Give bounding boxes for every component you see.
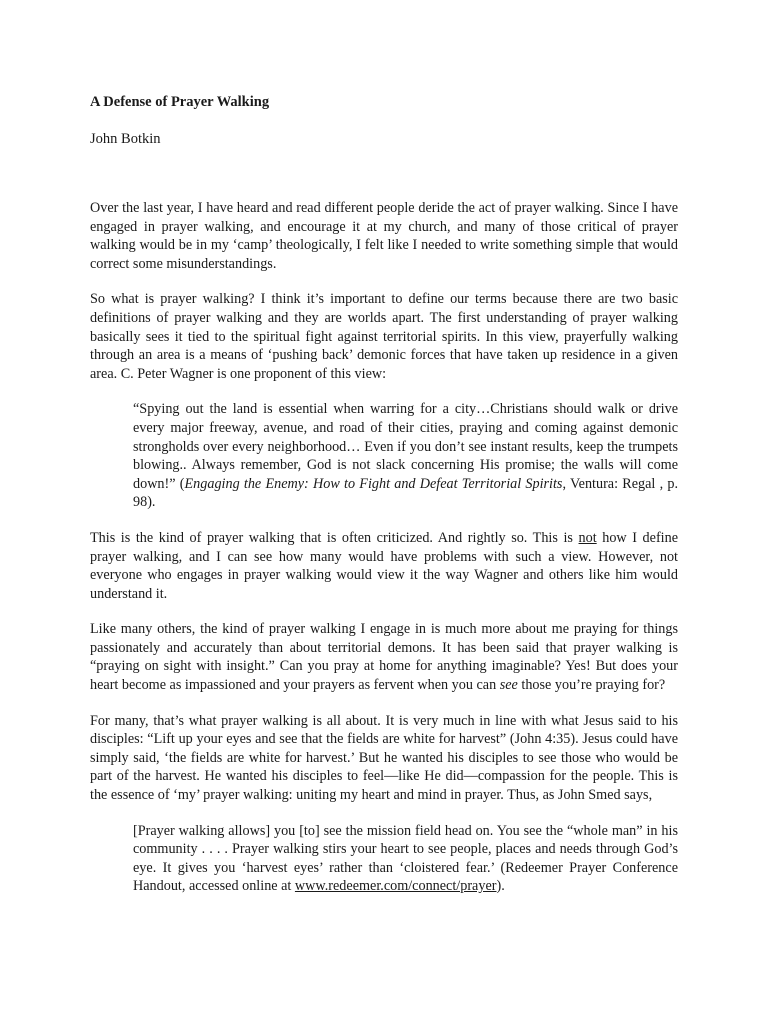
document-title: A Defense of Prayer Walking [90, 94, 270, 110]
redeemer-link[interactable]: www.redeemer.com/connect/prayer [294, 878, 497, 895]
wagner-quote-citation: , Ventura: Regal , p. 98). [133, 475, 678, 511]
document-body [90, 199, 678, 913]
paragraph-3-text-b: how I define prayer walking, and I can see how many would have problems with such a view. However, not everyone who engages in prayer walking would view it the way Wagner and others like him would understand it. [90, 529, 679, 602]
document-author: John Botkin [90, 131, 161, 147]
paragraph-3 [90, 529, 678, 603]
wagner-quote [133, 400, 678, 512]
smed-quote-text: [Prayer walking allows] you [to] see the mission field head on. You see the “whole man” in his community . . . . Prayer walking stirs your heart to see people, places and needs through God’s eye. It gives you ‘harvest eyes’ rather than ‘cloistered fear.’ (Redeemer Prayer Conference Handout, accessed online at [133, 822, 678, 895]
wagner-quote-book-title: Engaging the Enemy: How to Fight and Defeat Territorial Spirits [184, 475, 563, 492]
paragraph-2: So what is prayer walking? I think it’s important to define our terms because there are two basic definitions of prayer walking and they are worlds apart. The first understanding of prayer walking basically sees it tied to the spiritual fight against territorial spirits. In this view, prayerfully walking through an area is a means of ‘pushing back’ demonic forces that have taken up residence in a given area. C. Peter Wagner is one proponent of this view: [90, 291, 678, 382]
wagner-quote-text: “Spying out the land is essential when warring for a city…Christians should walk or drive every major freeway, avenue, and road of their cities, praying and coming against demonic strongholds over every neighborhood… Even if you don’t see instant results, keep the trumpets blowing.. Always remember, God is not slack concerning His promise; the walls will come down!” ( [133, 401, 678, 492]
paragraph-4 [90, 620, 678, 694]
paragraph-4-text-a: Like many others, the kind of prayer walking I engage in is much more about me praying for things passionately and accurately than about territorial demons. It has been said that prayer walking is “praying on sight with insight.” Can you pray at home for anything imaginable? Yes! But does your heart become as impassioned and your prayers as fervent when you can [90, 621, 678, 694]
smed-quote [133, 822, 678, 896]
paragraph-5: For many, that’s what prayer walking is all about. It is very much in line with what Jesus said to his disciples: “Lift up your eyes and see that the fields are white for harvest” (John 4:35). Jesus could have simply said, ‘the fields are white for harvest.’ But he wanted his disciples to see those who would be part of the harvest. He wanted his disciples to feel—like He did—compassion for the people. This is the essence of ‘my’ prayer walking: uniting my heart and mind in prayer. Thus, as John Smed says, [90, 712, 678, 804]
paragraph-3-text-a: This is the kind of prayer walking that is often criticized. And rightly so. This is [90, 529, 579, 546]
paragraph-4-text-b: those you’re praying for? [517, 677, 666, 694]
paragraph-1: Over the last year, I have heard and read different people deride the act of prayer walking. Since I have engaged in prayer walking, and encourage it at my church, and many of those critical of prayer walking would be in my ‘camp’ theologically, I felt like I needed to write something simple that would correct some misunderstandings. [90, 200, 678, 272]
italic-see: see [499, 677, 518, 694]
underlined-not: not [578, 529, 597, 546]
smed-quote-tail: ). [496, 878, 505, 895]
